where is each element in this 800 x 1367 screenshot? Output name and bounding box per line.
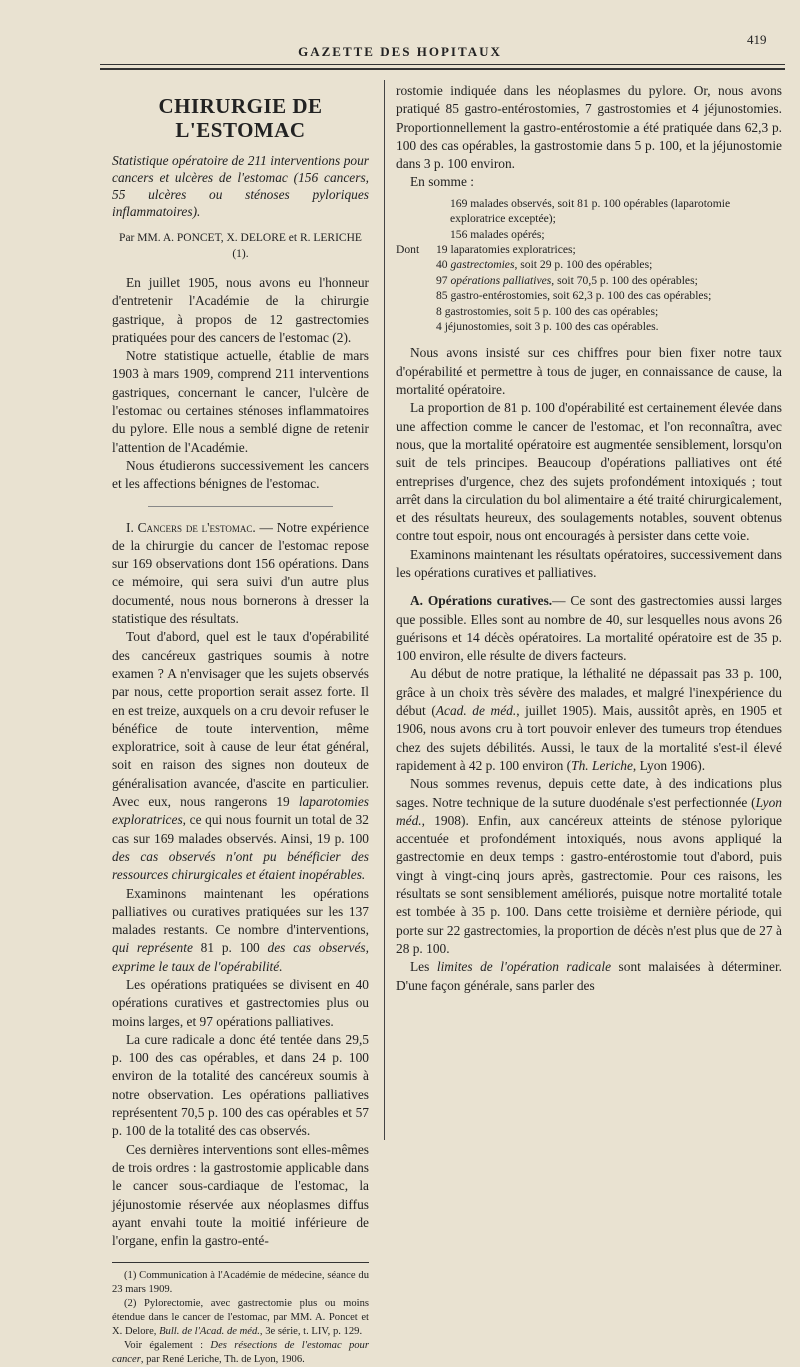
- footnote: Voir également : Des résections de l'estomac pour cancer, par René Leriche, Th. de Lyon, 1906.: [112, 1340, 369, 1366]
- article-subtitle: Statistique opératoire de 211 interventions pour cancers et ulcères de l'estomac (156 cancers, 55 ulcères ou sténoses pyloriques inflammatoires).: [112, 153, 369, 219]
- list-item: 40 gastrectomies, soit 29 p. 100 des opérables;: [436, 258, 653, 272]
- right-column: [396, 82, 782, 995]
- running-head: GAZETTE DES HOPITAUX: [298, 44, 502, 59]
- paragraph: Notre statistique actuelle, établie de mars 1903 à mars 1909, comprend 211 interventions gastriques, concernant le cancer, l'ulcère de l'estomac ou certaines sténoses inflammatoires du pylore. Elle nous a semblé digne de retenir l'attention de l'Académie.: [112, 348, 369, 455]
- paragraph: Examinons maintenant les opérations palliatives ou curatives pratiquées sur les 137 malades restants. Ce nombre d'interventions, qui représente 81 p. 100 des cas observés, exprime le taux de l'opérabilité.: [112, 885, 369, 974]
- section-heading: A. Opérations curatives.: [410, 593, 553, 609]
- footnote-rule: [112, 1262, 369, 1263]
- paragraph: Les opérations pratiquées se divisent en 40 opérations curatives et gastrectomies plus ou moins larges, et 97 opérations palliatives.: [112, 976, 369, 1029]
- list-item: 8 gastrostomies, soit 5 p. 100 des cas opérables;: [436, 304, 659, 318]
- list-item: 156 malades opérés;: [450, 227, 545, 241]
- section-paragraph: A. Opérations curatives.— Ce sont des gastrectomies aussi larges que possible. Elles sont au nombre de 40, sur lesquelles nous avons 26 guérisons et 14 décès opératoires. La mortalité opératoire est de 35 p. 100 environ, elle résulte de divers facteurs.: [396, 593, 782, 664]
- paragraph: La proportion de 81 p. 100 d'opérabilité est certainement élevée dans une affection comme le cancer de l'estomac, et l'on reconnaîtra, avec nous, que la mortalité opératoire est augmentée sensiblement, lorsqu'on suit de tels principes. Beaucoup d'opérations palliatives ont été entreprises d'urgence, chez des sujets profondément intoxiqués ; tout arrêt dans la circulation du bol alimentaire a été traité chirurgicalement, et des résultats heureux, des soulagements notables, souvent obtenus contre tout espoir, nous ont encouragés à persister dans cette voie.: [396, 400, 782, 544]
- paragraph: Nous avons insisté sur ces chiffres pour bien fixer notre taux d'opérabilité et permettre à tous de juger, en connaissance de cause, la mortalité opératoire.: [396, 345, 782, 398]
- list-item: 4 jéjunostomies, soit 3 p. 100 des cas opérables.: [436, 320, 659, 334]
- article-title: CHIRURGIE DE L'ESTOMAC: [158, 94, 323, 142]
- footnote: (1) Communication à l'Académie de médecine, séance du 23 mars 1909.: [112, 1270, 369, 1296]
- summary-list: [396, 196, 782, 335]
- paragraph: Au début de notre pratique, la léthalité ne dépassait pas 33 p. 100, grâce à un choix très sévère des malades, et malgré l'inexpérience du début (Acad. de méd., juillet 1905). Mais, aussitôt après, en 1905 et 1906, nous avons cru à tort pouvoir enlever des tumeurs trop étendues chez des sujets débilités. Aussi, le taux de la mortalité s'est-il élevé rapidement à 42 p. 100 environ (Th. Leriche, Lyon 1906).: [396, 666, 783, 773]
- list-item: 169 malades observés, soit 81 p. 100 opérables (laparotomie exploratrice exceptée);: [450, 196, 731, 226]
- paragraph: Nous sommes revenus, depuis cette date, à des indications plus sages. Notre technique de la suture duodénale s'est perfectionnée (Lyon méd., 1908). Enfin, aux cancéreux atteints de sténose pylorique accentuée et profondément intoxiqués, nous avons appliqué la gastrectomie en deux temps : gastro-entérostomie tout d'abord, puis vingt à vingt-cinq jours après, gastrectomie. Pour ces raisons, les résultats se sont sensiblement améliorés, puisque notre mortalité totale est tombée à 35 p. 100. Dans cette troisième et dernière période, qui porte sur 22 gastrectomies, la proportion de décès n'est plus que de 27 à 28 p. 100.: [396, 776, 782, 956]
- paragraph: En juillet 1905, nous avons eu l'honneur d'entretenir l'Académie de la chirurgie gastrique, à propos de 12 gastrectomies pratiquées pour des cancers de l'estomac (2).: [112, 275, 369, 345]
- column-divider: [384, 80, 385, 1140]
- paragraph: Nous étudierons successivement les cancers et les affections bénignes de l'estomac.: [112, 457, 369, 492]
- section-paragraph: I. Cancers de l'estomac. — Notre expérience de la chirurgie du cancer de l'estomac repose sur 169 observations dont 156 opérations. Dans ce mémoire, qui sera suivi d'un autre plus documenté, nous nous bornerons à dresser la statistique des résultats.: [112, 519, 370, 627]
- list-item: 97 opérations palliatives, soit 70,5 p. 100 des opérables;: [436, 273, 698, 287]
- paragraph: En somme :: [410, 174, 474, 190]
- paragraph: rostomie indiquée dans les néoplasmes du pylore. Or, nous avons pratiqué 85 gastro-entérostomies, 7 gastrostomies et 4 jéjunostomies. Proportionnellement la gastro-entérostomie a été pratiquée dans 62,3 p. 100 des cas opérables, la gastrostomie dans 5 p. 100, et la jéjunostomie dans 3 p. 100 environ.: [396, 83, 782, 172]
- paragraph: Les limites de l'opération radicale sont malaisées à déterminer. D'une façon générale, sans parler des: [396, 959, 783, 993]
- paragraph: La cure radicale a donc été tentée dans 29,5 p. 100 des cas opérables, et dans 24 p. 100 environ de la totalité des cancéreux soumis à notre observation. Les opérations palliatives représentent 70,5 p. 100 des cas opérables et 57 p. 100 de la totalité des cas observés.: [112, 1031, 369, 1139]
- list-item: Dont 19 laparatomies exploratrices;: [396, 243, 576, 256]
- list-item: 85 gastro-entérostomies, soit 62,3 p. 100 des cas opérables;: [436, 289, 712, 303]
- article-authors: Par MM. A. PONCET, X. DELORE et R. LERICHE (1).: [119, 232, 362, 260]
- section-heading: I. Cancers de l'estomac.: [126, 519, 256, 535]
- paragraph: Ces dernières interventions sont elles-mêmes de trois ordres : la gastrostomie applicable dans le cancer sous-cardiaque de l'estomac, la jéjunostomie réservée aux néoplasmes diffus ayant envahi toute la moitié inférieure de l'organe, enfin la gastro-enté-: [112, 1141, 369, 1249]
- paragraph: Tout d'abord, quel est le taux d'opérabilité des cancéreux gastriques soumis à notre examen ? A n'envisager que les sujets observés par nous, cette proportion serait assez forte. Il en est treize, auxquels on a cru devoir refuser le bénéfice de toute intervention, même exploratrice, soit à cause de leur état général, soit en raison des signes non douteux de généralisation avancée, d'ascite en particulier. Avec eux, nous rangerons 19 laparotomies exploratrices, ce qui nous fournit un total de 32 cas sur 169 malades observés. Ainsi, 19 p. 100 des cas observés n'ont pu bénéficier des ressources chirurgicales et étaient inopérables.: [112, 629, 369, 883]
- paragraph: Examinons maintenant les résultats opératoires, successivement dans les opérations curatives et palliatives.: [396, 546, 782, 580]
- section-rule: [148, 506, 333, 507]
- left-column: [112, 82, 369, 1367]
- header-rule-thin: [100, 64, 785, 65]
- page-number: 419: [747, 32, 767, 47]
- footnote: (2) Pylorectomie, avec gastrectomie plus ou moins étendue dans le cancer de l'estomac, par MM. A. Poncet et X. Delore, Bull. de l'Acad. de méd., 3e série, t. LIV, p. 129.: [112, 1298, 369, 1338]
- header-rule-thick: [100, 68, 785, 70]
